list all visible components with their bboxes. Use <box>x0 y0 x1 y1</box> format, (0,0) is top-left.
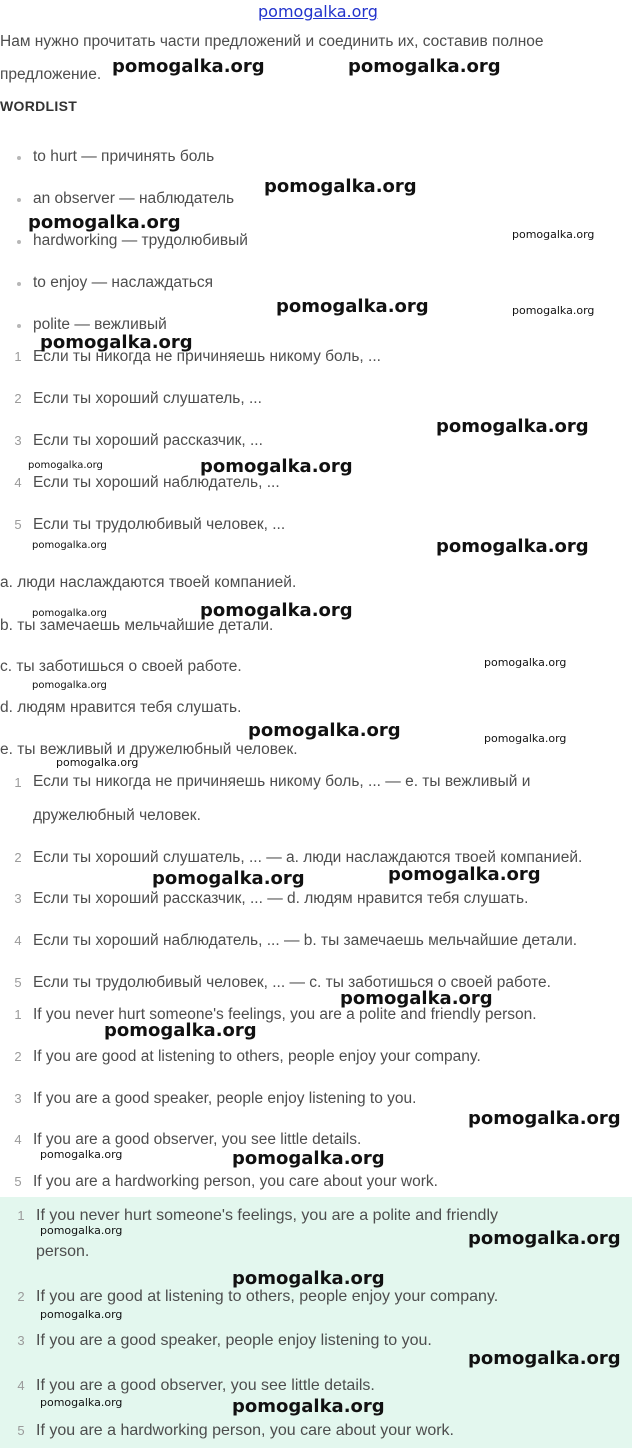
answer-item: If you are a good speaker, people enjoy listening to you. <box>36 1332 432 1349</box>
watermark-text: pomogalka.org <box>468 1108 621 1129</box>
english-item: If you never hurt someone's feelings, you are a polite and friendly person. <box>33 1006 537 1023</box>
watermark-text: pomogalka.org <box>264 176 417 197</box>
intro-line-1: Нам нужно прочитать части предложений и соединить их, составив полное <box>0 33 544 50</box>
watermark-text: pomogalka.org <box>40 1396 123 1409</box>
watermark-text: pomogalka.org <box>40 1148 123 1161</box>
watermark-text: pomogalka.org <box>436 536 589 557</box>
watermark-text: pomogalka.org <box>468 1228 621 1249</box>
watermark-text: pomogalka.org <box>248 720 401 741</box>
watermark-text: pomogalka.org <box>28 460 103 471</box>
bullet-icon <box>17 240 21 244</box>
watermark-text: pomogalka.org <box>512 228 595 241</box>
watermark-text: pomogalka.org <box>32 540 107 551</box>
list-number: 4 <box>14 475 22 490</box>
list-number: 2 <box>14 850 22 865</box>
list-number: 3 <box>17 1333 25 1348</box>
english-item: If you are a hardworking person, you care about your work. <box>33 1173 438 1190</box>
wordlist-item: to hurt — причинять боль <box>33 148 215 165</box>
watermark-text: pomogalka.org <box>200 600 353 621</box>
list-number: 4 <box>14 933 22 948</box>
bullet-icon <box>17 156 21 160</box>
watermark-text: pomogalka.org <box>348 56 501 77</box>
list-item: Если ты хороший слушатель, ... <box>33 390 262 407</box>
watermark-text: pomogalka.org <box>276 296 429 317</box>
list-number: 2 <box>14 1049 22 1064</box>
ending-item: c. ты заботишься о своей работе. <box>0 658 242 675</box>
list-number: 3 <box>14 433 22 448</box>
watermark-text: pomogalka.org <box>232 1148 385 1169</box>
watermark-text: pomogalka.org <box>32 608 107 619</box>
list-number: 1 <box>17 1208 25 1223</box>
list-number: 5 <box>14 1174 22 1189</box>
matched-item: Если ты хороший рассказчик, ... — d. людям нравится тебя слушать. <box>33 890 529 907</box>
watermark-text: pomogalka.org <box>40 332 193 353</box>
matched-item: Если ты хороший наблюдатель, ... — b. ты замечаешь мельчайшие детали. <box>33 932 578 949</box>
list-number: 2 <box>14 391 22 406</box>
english-item: If you are a good observer, you see little details. <box>33 1131 362 1148</box>
watermark-text: pomogalka.org <box>232 1396 385 1417</box>
watermark-text: pomogalka.org <box>40 1224 123 1237</box>
list-number: 3 <box>14 891 22 906</box>
list-number: 4 <box>17 1378 25 1393</box>
bullet-icon <box>17 282 21 286</box>
list-number: 4 <box>14 1132 22 1147</box>
watermark-text: pomogalka.org <box>484 656 567 669</box>
list-item: Если ты никогда не причиняешь никому боль, ... <box>33 348 381 365</box>
answer-item: If you are good at listening to others, people enjoy your company. <box>36 1288 499 1305</box>
watermark-text: pomogalka.org <box>56 756 139 769</box>
site-title-link[interactable]: pomogalka.org <box>258 2 378 21</box>
list-number: 5 <box>17 1423 25 1438</box>
ending-item: e. ты вежливый и дружелюбный человек. <box>0 741 298 758</box>
wordlist-item: an observer — наблюдатель <box>33 190 235 207</box>
ending-item: d. людям нравится тебя слушать. <box>0 699 242 716</box>
wordlist-item: polite — вежливый <box>33 316 167 333</box>
ending-item: a. люди наслаждаются твоей компанией. <box>0 574 297 591</box>
list-item: Если ты трудолюбивый человек, ... <box>33 516 286 533</box>
watermark-text: pomogalka.org <box>112 56 265 77</box>
bullet-icon <box>17 198 21 202</box>
wordlist-heading: WORDLIST <box>0 98 78 114</box>
watermark-text: pomogalka.org <box>484 732 567 745</box>
watermark-text: pomogalka.org <box>32 680 107 691</box>
list-number: 5 <box>14 975 22 990</box>
list-number: 1 <box>14 349 22 364</box>
matched-item: Если ты никогда не причиняешь никому боль, ... — e. ты вежливый и <box>33 773 531 790</box>
watermark-text: pomogalka.org <box>232 1268 385 1289</box>
bullet-icon <box>17 324 21 328</box>
matched-item-continued: дружелюбный человек. <box>33 807 201 824</box>
list-number: 3 <box>14 1091 22 1106</box>
list-item: Если ты хороший рассказчик, ... <box>33 432 263 449</box>
watermark-text: pomogalka.org <box>152 868 305 889</box>
answer-item-continued: person. <box>36 1243 90 1260</box>
list-number: 5 <box>14 517 22 532</box>
watermark-text: pomogalka.org <box>388 864 541 885</box>
list-number: 1 <box>14 775 22 790</box>
watermark-text: pomogalka.org <box>104 1020 257 1041</box>
english-item: If you are a good speaker, people enjoy listening to you. <box>33 1090 417 1107</box>
watermark-text: pomogalka.org <box>512 304 595 317</box>
intro-line-2: предложение. <box>0 66 102 83</box>
matched-item: Если ты трудолюбивый человек, ... — c. ты заботишься о своей работе. <box>33 974 551 991</box>
english-item: If you are good at listening to others, people enjoy your company. <box>33 1048 481 1065</box>
watermark-text: pomogalka.org <box>340 988 493 1009</box>
answer-item: If you are a hardworking person, you care about your work. <box>36 1422 454 1439</box>
wordlist-item: to enjoy — наслаждаться <box>33 274 214 291</box>
list-item: Если ты хороший наблюдатель, ... <box>33 474 280 491</box>
ending-item: b. ты замечаешь мельчайшие детали. <box>0 617 274 634</box>
list-number: 2 <box>17 1289 25 1304</box>
wordlist-item: hardworking — трудолюбивый <box>33 232 248 249</box>
list-number: 1 <box>14 1007 22 1022</box>
answer-item: If you are a good observer, you see little details. <box>36 1377 375 1394</box>
answer-item: If you never hurt someone's feelings, you are a polite and friendly <box>36 1207 498 1224</box>
watermark-text: pomogalka.org <box>28 212 181 233</box>
watermark-text: pomogalka.org <box>468 1348 621 1369</box>
matched-item: Если ты хороший слушатель, ... — a. люди наслаждаются твоей компанией. <box>33 849 583 866</box>
watermark-text: pomogalka.org <box>436 416 589 437</box>
watermark-text: pomogalka.org <box>40 1308 123 1321</box>
watermark-text: pomogalka.org <box>200 456 353 477</box>
